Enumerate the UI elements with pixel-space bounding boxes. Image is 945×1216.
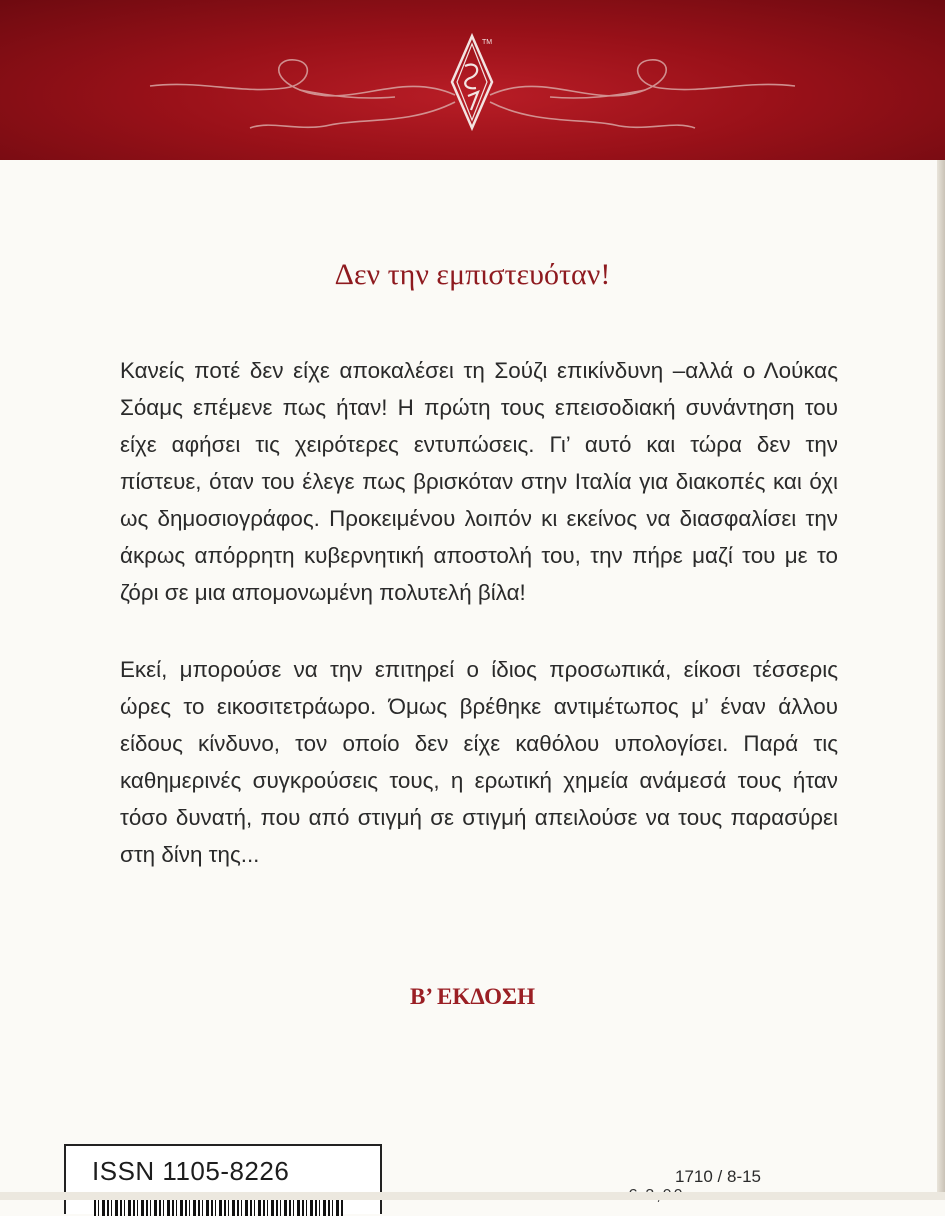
issue-code: 1710 / 8-15 <box>675 1167 762 1186</box>
header-band <box>0 0 945 160</box>
blurb-paragraph-2: Εκεί, μπορούσε να την επιτηρεί ο ίδιος προσωπικά, είκοσι τέσσερις ώρες το εικοσιτετράωρο. Όμως βρέθηκε αντιμέτωπος μ’ έναν άλλου είδους κίνδυνο, τον οποίο δεν είχε καθόλου υπολογίσει. Παρά τις καθημερινές συγκρούσεις τους, η ερωτική χημεία ανάμεσά τους ήταν τόσο δυνατή, που από στιγμή σε στιγμή απειλούσε να τους παρασύρει στη δίνη της... <box>120 657 838 867</box>
flourish-ornament <box>0 0 945 160</box>
trademark-mark: TM <box>482 39 493 46</box>
page-title: Δεν την εμπιστευόταν! <box>334 258 611 291</box>
page-edge <box>937 160 945 1200</box>
bottom-strip <box>0 1192 945 1200</box>
blurb-paragraph-1: Κανείς ποτέ δεν είχε αποκαλέσει τη Σούζι επικίνδυνη –αλλά ο Λούκας Σόαμς επέμενε πως ήταν! Η πρώτη τους επεισοδιακή συνάντηση του είχε αφήσει τις χειρότερες εντυπώσεις. Γι’ αυτό και τώρα δεν την πίστευε, όταν του έλεγε πως βρισκόταν στην Ιταλία για διακοπές και όχι ως δημοσιογράφος. Προκειμένου λοιπόν κι εκείνος να διασφαλίσει την άκρως απόρρητη κυβερνητική αποστολή του, την πήρε μαζί του με το ζόρι σε μια απομονωμένη πολυτελή βίλα! <box>120 358 838 605</box>
issn-box <box>64 1144 382 1214</box>
issn-number: ISSN 1105-8226 <box>92 1156 290 1186</box>
edition-label: Β’ ΕΚΔΟΣΗ <box>410 984 535 1009</box>
publisher-diamond-logo-icon <box>452 36 492 128</box>
